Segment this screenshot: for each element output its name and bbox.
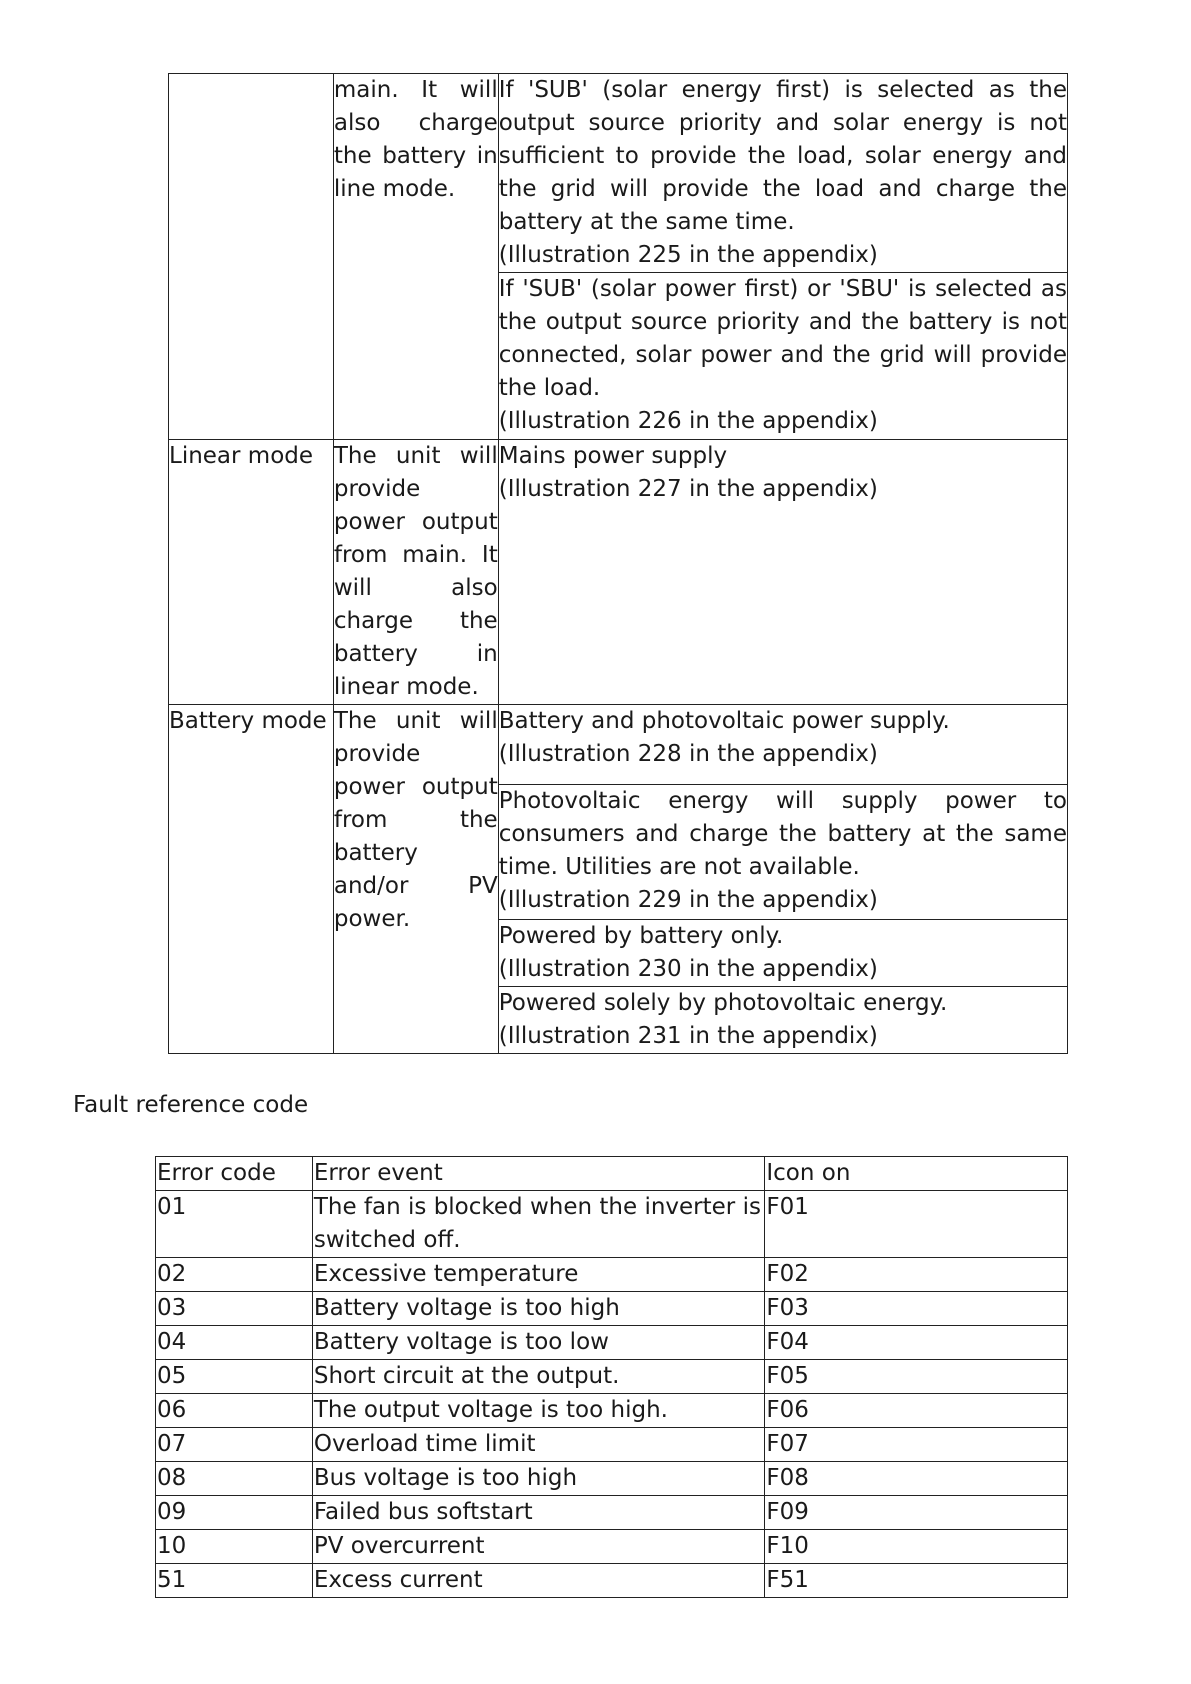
section-heading: Fault reference code xyxy=(73,1092,309,1118)
table-row xyxy=(169,440,1068,705)
fault-icon-cell: F51 xyxy=(765,1564,1068,1598)
fault-code-cell: 10 xyxy=(156,1530,313,1564)
table-row xyxy=(156,1360,1068,1394)
entry-reference: (Illustration 226 in the appendix) xyxy=(498,408,878,434)
fault-event-cell: PV overcurrent xyxy=(312,1530,765,1564)
fault-code-cell: 06 xyxy=(156,1394,313,1428)
mode-entry xyxy=(498,705,1067,785)
fault-event-cell: Battery voltage is too low xyxy=(312,1326,765,1360)
mode-cell: Battery mode xyxy=(169,705,334,1054)
table-header-row xyxy=(156,1157,1068,1191)
fault-event-cell: Overload time limit xyxy=(312,1428,765,1462)
entry-reference: (Illustration 231 in the appendix) xyxy=(498,1023,878,1049)
entry-text: Mains power supply xyxy=(498,443,728,469)
table-row xyxy=(156,1496,1068,1530)
fault-code-cell: 04 xyxy=(156,1326,313,1360)
mode-description: main. It will also charge the battery in line mode. xyxy=(333,74,498,440)
fault-event-cell: Short circuit at the output. xyxy=(312,1360,765,1394)
table-row xyxy=(169,74,1068,273)
table-row xyxy=(156,1258,1068,1292)
fault-code-cell: 01 xyxy=(156,1191,313,1258)
fault-icon-cell: F06 xyxy=(765,1394,1068,1428)
mode-entry xyxy=(498,440,1067,705)
mode-entry xyxy=(498,987,1067,1054)
entry-reference: (Illustration 228 in the appendix) xyxy=(498,741,878,767)
fault-icon-cell: F08 xyxy=(765,1462,1068,1496)
fault-icon-cell: F09 xyxy=(765,1496,1068,1530)
entry-text: Powered solely by photovoltaic energy. xyxy=(498,990,948,1016)
fault-icon-cell: F02 xyxy=(765,1258,1068,1292)
mode-entry xyxy=(498,273,1067,440)
column-header-code: Error code xyxy=(156,1157,313,1191)
column-header-icon: Icon on xyxy=(765,1157,1068,1191)
fault-icon-cell: F03 xyxy=(765,1292,1068,1326)
table-row xyxy=(156,1326,1068,1360)
table-row xyxy=(156,1191,1068,1258)
entry-text: If 'SUB' (solar energy first) is selected as the output source priority and solar energy is not sufficient to provide the load, solar energy and the grid will provide the load and charge the battery at the same time. xyxy=(498,77,1067,235)
mode-entry xyxy=(498,785,1067,920)
fault-code-cell: 07 xyxy=(156,1428,313,1462)
fault-icon-cell: F04 xyxy=(765,1326,1068,1360)
operating-modes-table xyxy=(168,73,1068,1054)
table-row xyxy=(156,1530,1068,1564)
column-header-event: Error event xyxy=(312,1157,765,1191)
fault-event-cell: Excess current xyxy=(312,1564,765,1598)
mode-entry xyxy=(498,74,1067,273)
table-row xyxy=(169,705,1068,785)
entry-reference: (Illustration 225 in the appendix) xyxy=(498,242,878,268)
fault-icon-cell: F01 xyxy=(765,1191,1068,1258)
fault-event-cell: Failed bus softstart xyxy=(312,1496,765,1530)
fault-event-cell: Bus voltage is too high xyxy=(312,1462,765,1496)
table-row xyxy=(156,1428,1068,1462)
fault-code-table xyxy=(155,1156,1068,1598)
fault-code-cell: 51 xyxy=(156,1564,313,1598)
fault-icon-cell: F05 xyxy=(765,1360,1068,1394)
mode-cell xyxy=(169,74,334,440)
entry-reference: (Illustration 227 in the appendix) xyxy=(498,476,878,502)
fault-icon-cell: F10 xyxy=(765,1530,1068,1564)
entry-text: Photovoltaic energy will supply power to consumers and charge the battery at the same time. Utilities are not available. xyxy=(498,788,1067,880)
mode-description: The unit will provide power output from main. It will also charge the battery in linear mode. xyxy=(333,440,498,705)
table-row xyxy=(156,1462,1068,1496)
entry-text: Battery and photovoltaic power supply. xyxy=(498,708,950,734)
mode-cell: Linear mode xyxy=(169,440,334,705)
entry-text: If 'SUB' (solar power first) or 'SBU' is selected as the output source priority and the battery is not connected, solar power and the grid will provide the load. xyxy=(498,276,1067,401)
entry-reference: (Illustration 229 in the appendix) xyxy=(498,887,878,913)
fault-code-cell: 02 xyxy=(156,1258,313,1292)
fault-code-cell: 09 xyxy=(156,1496,313,1530)
table-row xyxy=(156,1564,1068,1598)
fault-event-cell: The output voltage is too high. xyxy=(312,1394,765,1428)
entry-reference: (Illustration 230 in the appendix) xyxy=(498,956,878,982)
mode-description: The unit will provide power output from the battery and/or PV power. xyxy=(333,705,498,1054)
mode-entry xyxy=(498,920,1067,987)
fault-code-cell: 05 xyxy=(156,1360,313,1394)
fault-event-cell: The fan is blocked when the inverter is switched off. xyxy=(312,1191,765,1258)
fault-code-cell: 08 xyxy=(156,1462,313,1496)
fault-event-cell: Battery voltage is too high xyxy=(312,1292,765,1326)
fault-icon-cell: F07 xyxy=(765,1428,1068,1462)
fault-event-cell: Excessive temperature xyxy=(312,1258,765,1292)
entry-text: Powered by battery only. xyxy=(498,923,784,949)
fault-code-cell: 03 xyxy=(156,1292,313,1326)
table-row xyxy=(156,1394,1068,1428)
table-row xyxy=(156,1292,1068,1326)
